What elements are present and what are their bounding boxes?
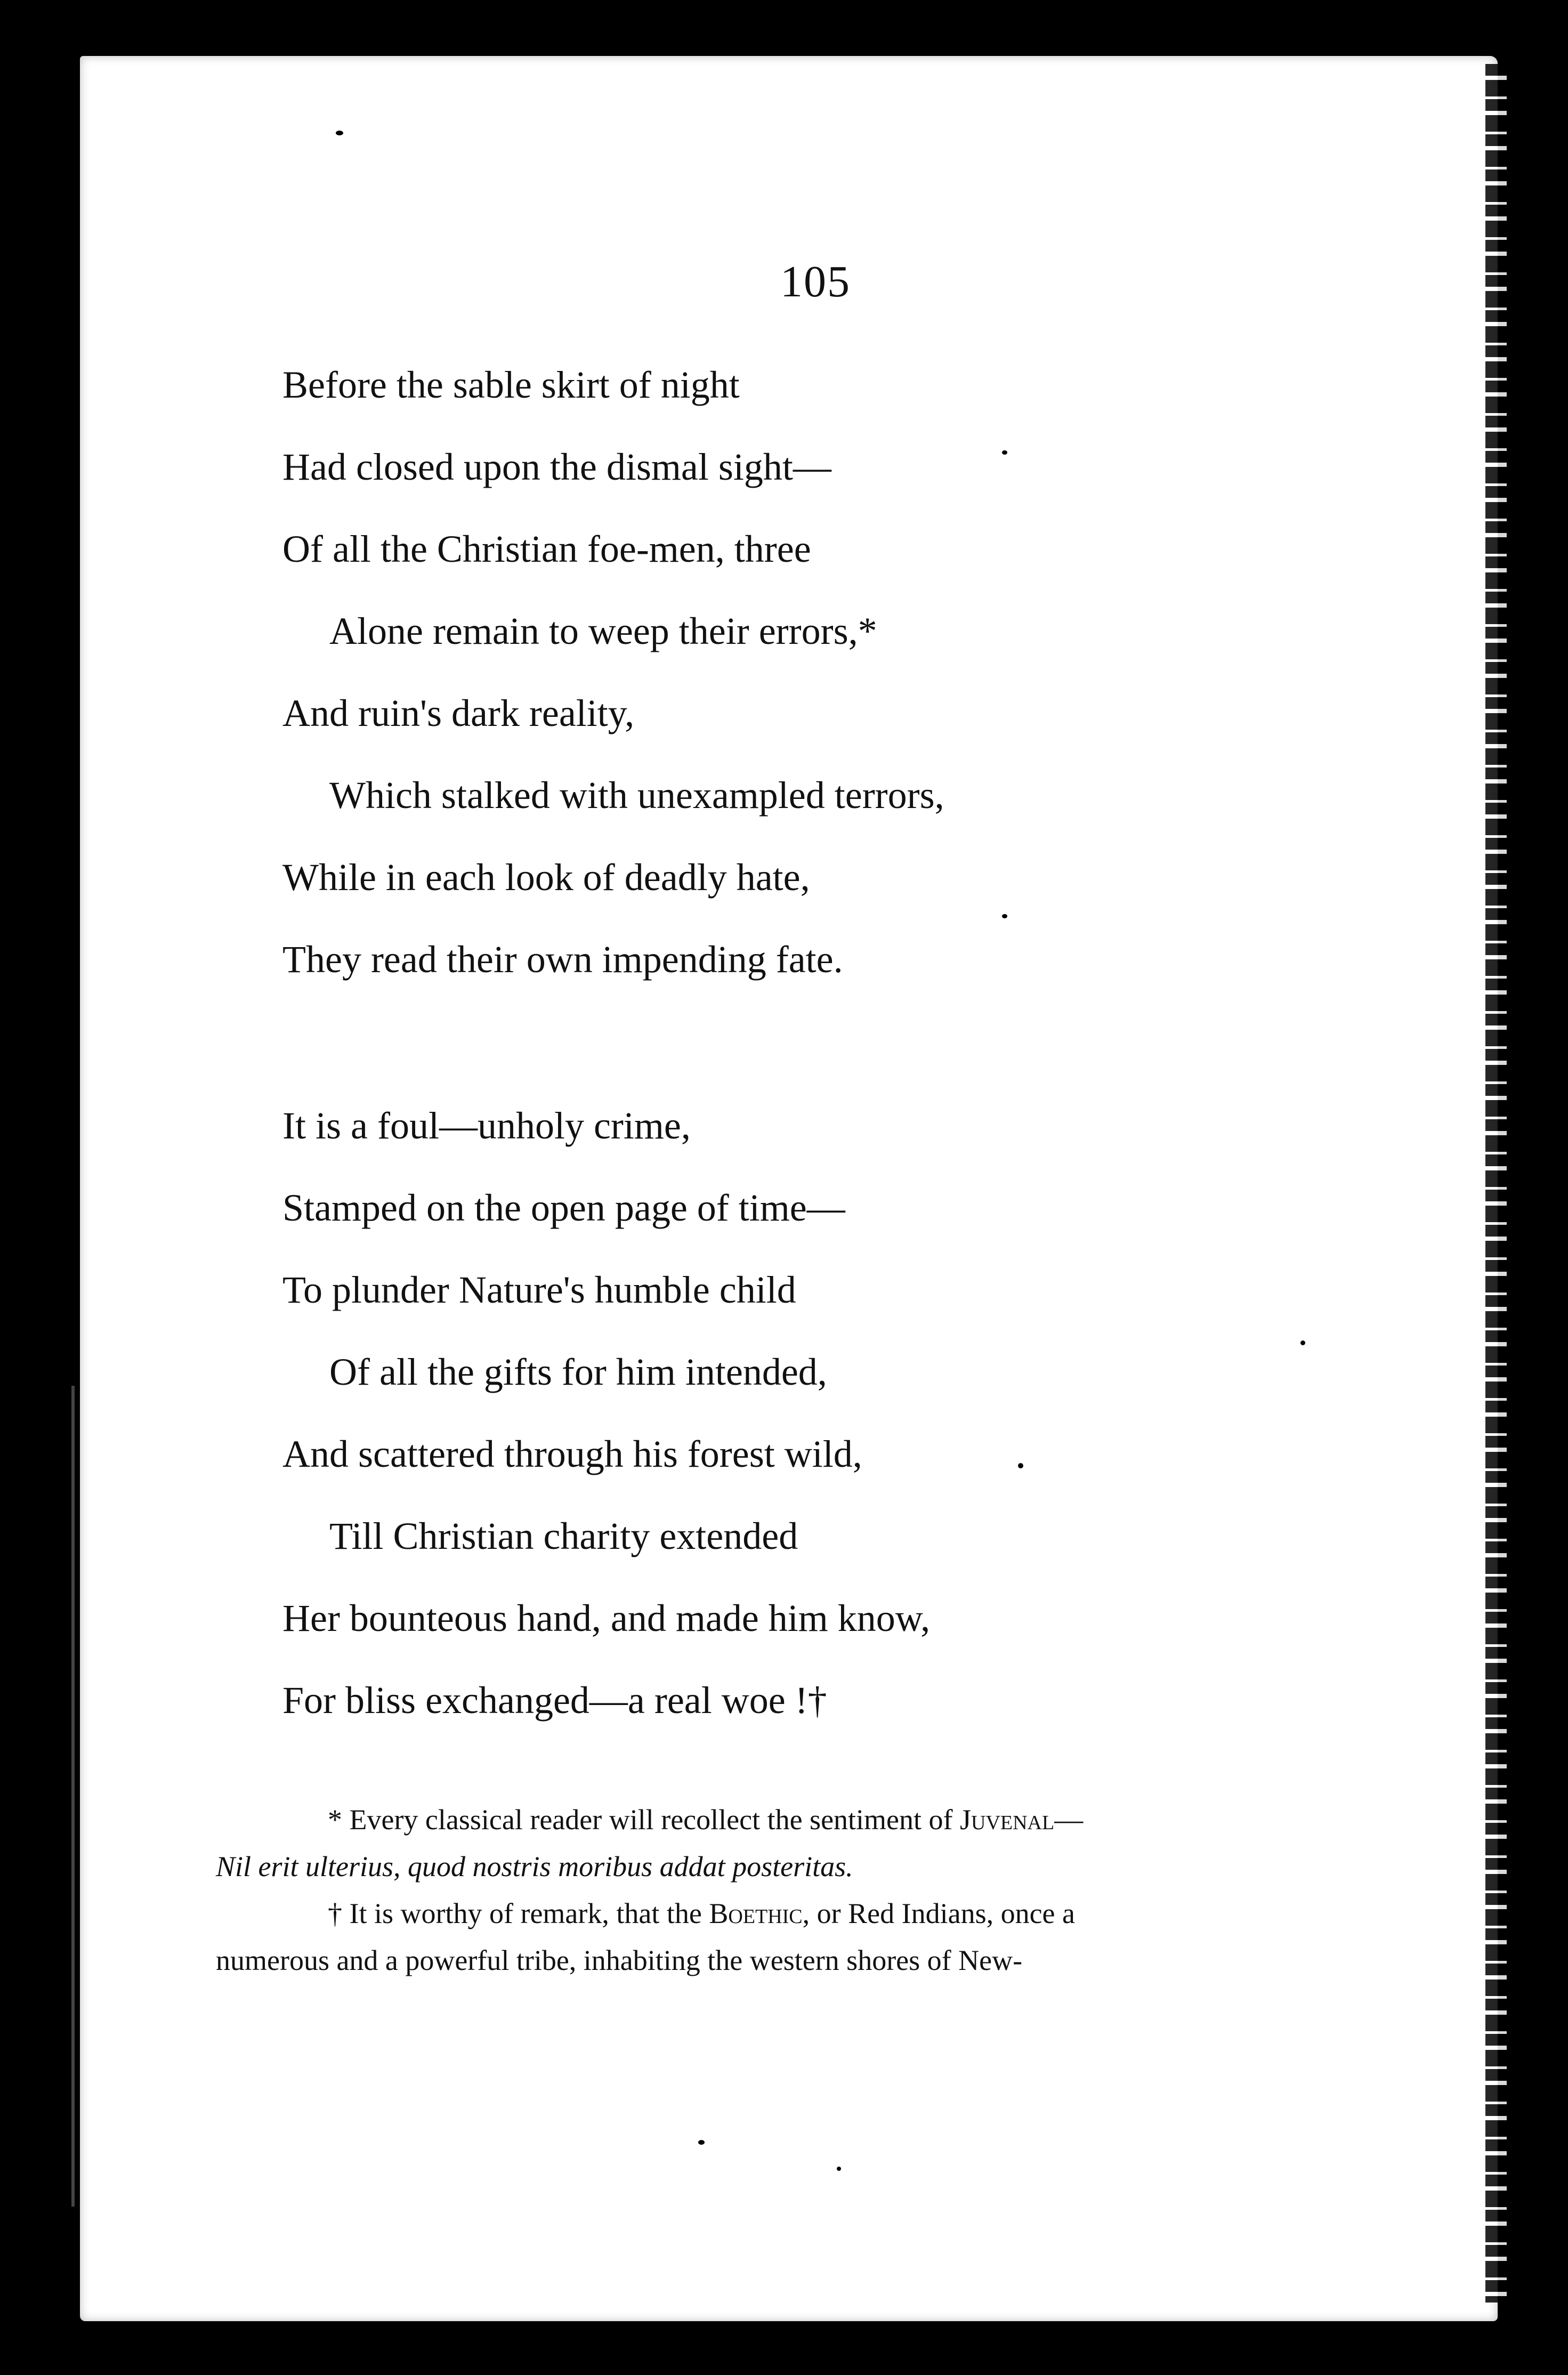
footnote-2-text: † It is worthy of remark, that the [328,1897,709,1929]
speck [698,2140,705,2145]
verse-line: And scattered through his forest wild, [282,1433,862,1475]
footnote-2-line-2: numerous and a powerful tribe, inhabiting the western shores of New- [216,1944,1023,1976]
verse-line: They read their own impending fate. [282,938,843,981]
footnote-2-text-end: , or Red Indians, once a [802,1897,1075,1929]
verse-line: Alone remain to weep their errors,* [329,610,877,652]
page-number: 105 [780,257,851,306]
verse-line: It is a foul—unholy crime, [282,1104,691,1147]
verse-line: Stamped on the open page of time— [282,1186,845,1229]
stanza-1 [282,344,1348,1000]
speck [837,2167,841,2171]
footnote-2-line-1 [216,1890,1346,1937]
ragged-right-edge [1485,64,1507,2303]
footnote-1-text: * Every classical reader will recollect the sentiment of [328,1804,960,1836]
verse-line: Of all the gifts for him intended, [329,1351,827,1393]
footnote-1-author: Juvenal [960,1804,1055,1836]
verse-line: Had closed upon the dismal sight— [282,446,831,488]
scanned-page [80,56,1498,2321]
footnote-1-dash: — [1054,1804,1084,1836]
binding-shadow [53,1386,75,2207]
verse-line: For bliss exchanged—a real woe !† [282,1679,827,1722]
footnotes [216,1796,1346,1984]
speck [1300,1340,1305,1345]
speck [1018,1463,1023,1468]
speck [336,131,343,135]
verse-line: Of all the Christian foe-men, three [282,528,811,570]
verse-line: And ruin's dark reality, [282,692,635,734]
speck [1002,450,1007,455]
verse-line: While in each look of deadly hate, [282,856,810,899]
verse-line: Before the sable skirt of night [282,363,740,406]
footnote-1-line-2: Nil erit ulterius, quod nostris moribus addat posteritas. [216,1851,853,1883]
footnote-1-line-1 [216,1796,1346,1843]
speck [1002,914,1007,918]
verse-line: Her bounteous hand, and made him know, [282,1597,931,1639]
footnote-2-tribe: Boethic [709,1897,803,1929]
stanza-2 [282,1085,1348,1741]
verse-line: Which stalked with unexampled terrors, [329,774,944,817]
verse-line: Till Christian charity extended [329,1515,798,1557]
verse-line: To plunder Nature's humble child [282,1269,796,1311]
